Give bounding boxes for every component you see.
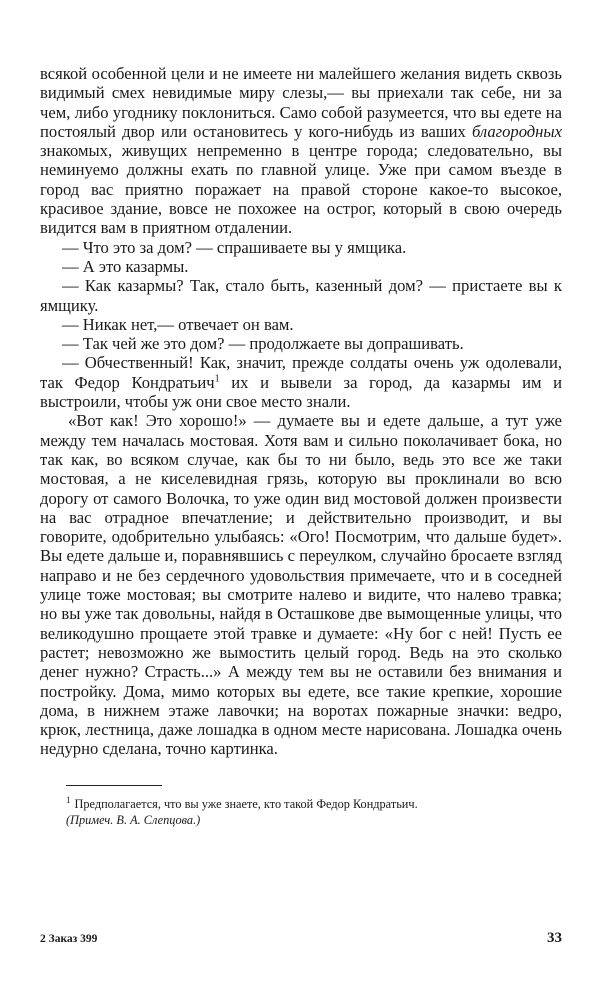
page-number: 33 bbox=[547, 930, 562, 946]
paragraph-1-text-b: знакомых, живущих непременно в центре города; следовательно, вы неминуемо должны ехать по главной улице. Уже при самом въезде в город вас приятно поражает на правой стороне какое-то высокое, красивое здание, вовсе не похожее на острог, который в свою очередь видится вам в приятном отдалении. bbox=[40, 141, 562, 238]
paragraph-1-text-a: всякой особенной цели и не имеете ни малейшего желания видеть сквозь видимый смех невидимые миру слезы,— вы приехали так себе, ни за чем, либо угоднику поклониться. Само собой разумеется, что вы едете на постоялый двор или остановитесь у кого-нибудь из ваших bbox=[40, 64, 562, 141]
footnote-text: Предполагается, что вы уже знаете, кто такой Федор Кондратьич. bbox=[74, 796, 418, 811]
footnote-mark: 1 bbox=[66, 794, 71, 805]
paragraph-7 bbox=[40, 353, 562, 411]
footnote-attribution: (Примеч. В. А. Слепцова.) bbox=[66, 812, 201, 827]
footnote bbox=[40, 796, 562, 828]
page-footer bbox=[40, 930, 562, 947]
paragraph-2: — Что это за дом? — спрашиваете вы у ямщика. bbox=[62, 237, 407, 257]
main-text bbox=[40, 64, 562, 759]
paragraph-7-text-a: — Обчественный! Как, значит, прежде солдаты очень уж одолевали, так Федор Кондратьич bbox=[40, 353, 562, 392]
paragraph-8: «Вот как! Это хорошо!» — думаете вы и едете дальше, а тут уже между тем началась мостовая. Хотя вам и сильно поколачивает бока, но так как, во всяком случае, как бы то ни было, ведь это все же таки мостовая, а не киселевидная грязь, которую вы проклинали во всю дорогу от самого Волочка, то уже один вид мостовой должен произвести на вас отрадное впечатление; и действительно производит, и вы говорите, одобрительно улыбаясь: «Ого! Посмотрим, что дальше будет». Вы едете дальше и, поравнявшись с переулком, случайно бросаете взгляд направо и не без сердечного удовольствия примечаете, что и в соседней улице тоже мостовая; вы смотрите налево и видите, что налево травка; но вы уже так довольны, найдя в Осташкове две вымощенные улицы, что великодушно прощаете этой травке и думаете: «Ну бог с ней! Пусть ее растет; невозможно же вымостить целый город. Ведь на это сколько денег нужно? Страсть...» А между тем вы не оставили без внимания и постройку. Дома, мимо которых вы едете, все такие крепкие, хорошие дома, в нижнем этаже лавочки; на воротах пожарные значки: ведро, крюк, лестница, даже лошадка в одном месте нарисована. Лошадка очень недурно сделана, точно картинка. bbox=[40, 411, 562, 759]
footnote-reference: 1 bbox=[214, 373, 220, 385]
footnote-divider bbox=[66, 785, 162, 786]
paragraph-1 bbox=[40, 64, 562, 238]
paragraph-3: — А это казармы. bbox=[62, 256, 189, 276]
paragraph-5: — Никак нет,— отвечает он вам. bbox=[62, 314, 294, 334]
paragraph-1-italic: благородных bbox=[471, 121, 562, 141]
paragraph-4: — Как казармы? Так, стало быть, казенный дом? — пристаете вы к ямщику. bbox=[40, 276, 562, 315]
paragraph-6: — Так чей же это дом? — продолжаете вы допрашивать. bbox=[62, 334, 464, 354]
paragraph-7-text-b: их и вывели за город, да казармы им и выстроили, чтобы уж они свое место знали. bbox=[40, 372, 562, 412]
printer-signature: 2 Заказ 399 bbox=[40, 933, 98, 945]
